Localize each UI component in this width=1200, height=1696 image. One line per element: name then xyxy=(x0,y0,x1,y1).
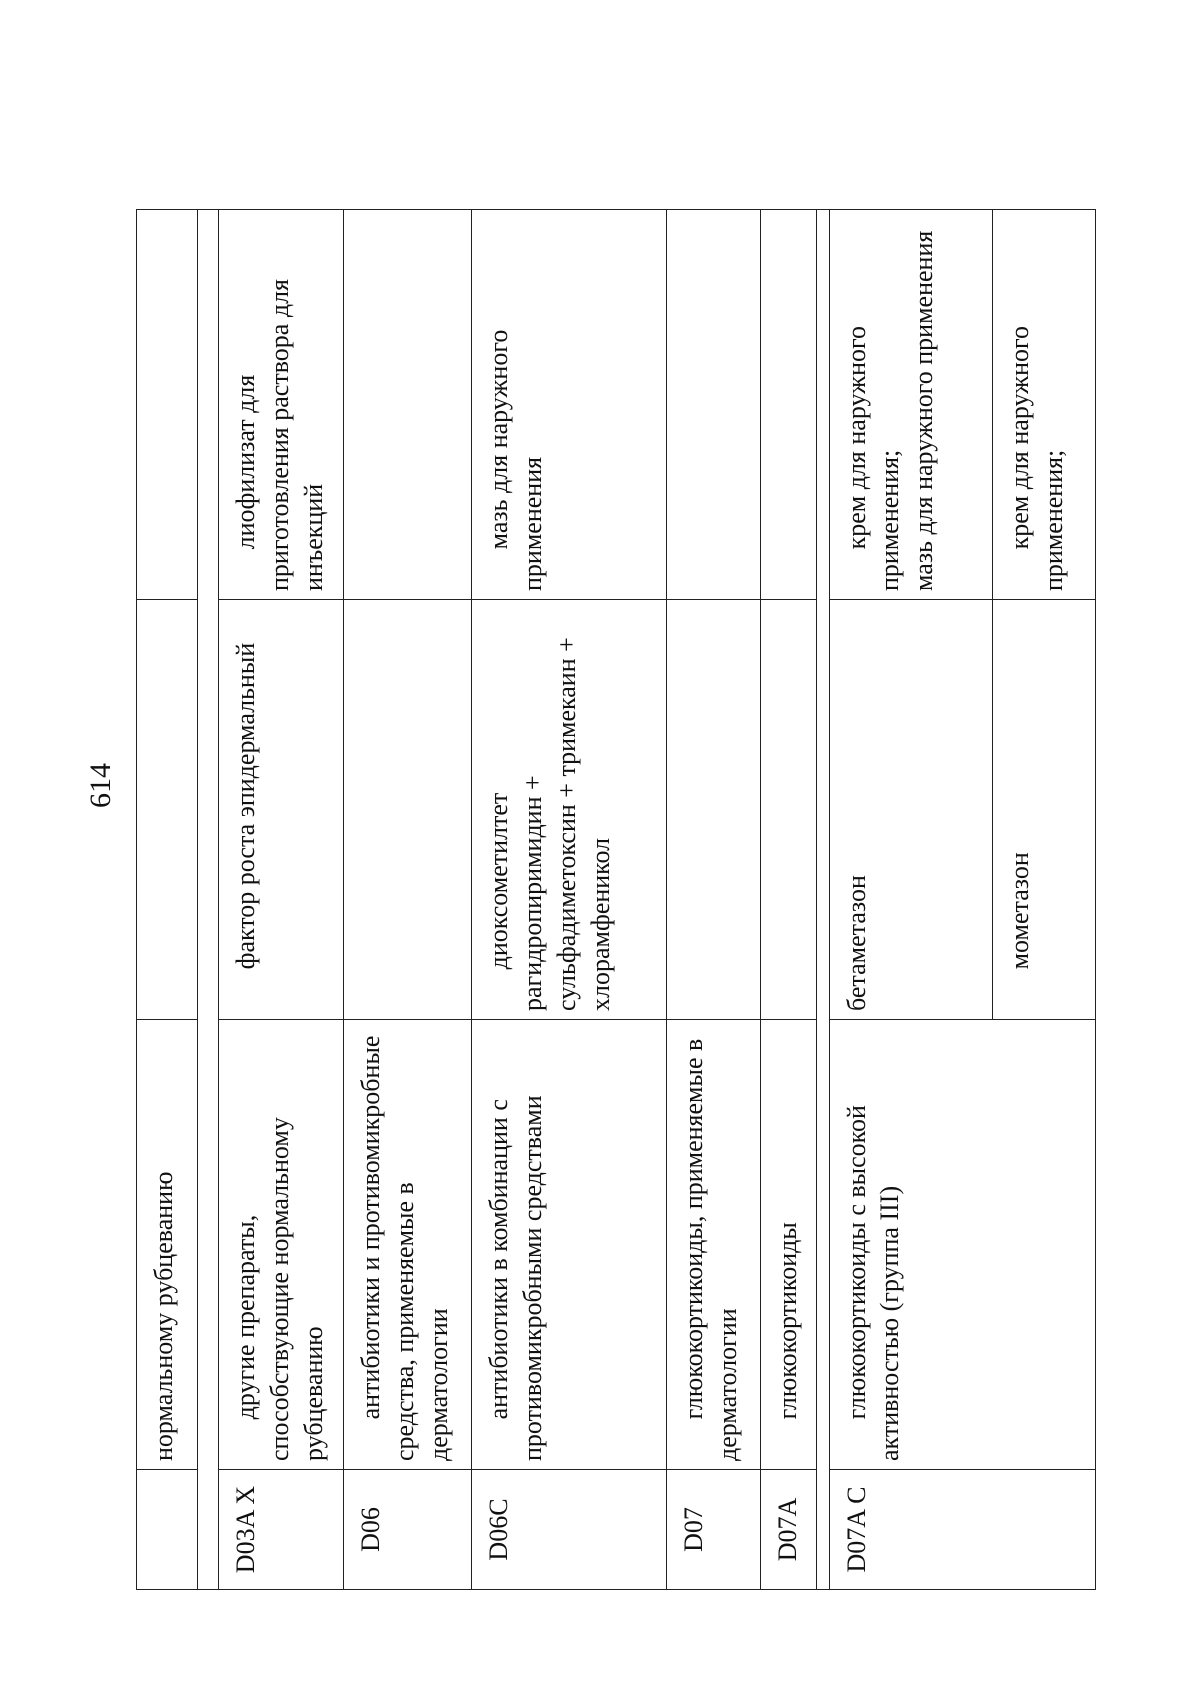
atc-code-cell: D06 xyxy=(344,1470,472,1590)
dosage-form-cell: крем для наружного применения; xyxy=(993,210,1096,600)
medication-table xyxy=(136,209,1096,1590)
atc-code-cell: D07A C xyxy=(829,1470,1095,1590)
group-name-cell: глюкокортикоиды, применяемые в дерматологии xyxy=(666,1020,760,1470)
table-row xyxy=(829,210,993,1590)
drug-name-cell: фактор роста эпидермальный xyxy=(218,600,343,1020)
group-name-cell: нормальному рубцеванию xyxy=(137,1020,198,1470)
drug-name-cell: бетаметазон xyxy=(829,600,993,1020)
group-name-cell: антибиотики в комбинации с противомикробными средствами xyxy=(472,1020,667,1470)
table-row xyxy=(218,210,343,1590)
table-row xyxy=(137,210,198,1590)
atc-code-cell: D07A xyxy=(761,1470,817,1590)
row-gap xyxy=(817,210,829,1590)
dosage-form-cell xyxy=(137,210,198,600)
row-gap xyxy=(198,210,218,1590)
table-row xyxy=(761,210,817,1590)
table-row xyxy=(666,210,760,1590)
atc-code-cell: D07 xyxy=(666,1470,760,1590)
drug-name-cell xyxy=(761,600,817,1020)
drug-name-cell: диоксометилтет рагидропиримидин + сульфадиметоксин + тримекаин + хлорамфеникол xyxy=(472,600,667,1020)
dosage-form-cell xyxy=(761,210,817,600)
atc-code-cell xyxy=(137,1470,198,1590)
group-name-cell: глюкокортикоиды с высокой активностью (группа III) xyxy=(829,1020,1095,1470)
medication-table-rotated xyxy=(136,210,1096,1590)
drug-name-cell xyxy=(666,600,760,1020)
dosage-form-cell xyxy=(666,210,760,600)
dosage-form-cell: крем для наружного применения; мазь для наружного применения xyxy=(829,210,993,600)
page-number: 614 xyxy=(84,763,117,808)
drug-name-cell xyxy=(137,600,198,1020)
group-name-cell: глюкокортикоиды xyxy=(761,1020,817,1470)
atc-code-cell: D06C xyxy=(472,1470,667,1590)
atc-code-cell: D03A X xyxy=(218,1470,343,1590)
drug-name-cell: мометазон xyxy=(993,600,1096,1020)
group-name-cell: антибиотики и противомикробные средства, применяемые в дерматологии xyxy=(344,1020,472,1470)
group-name-cell: другие препараты, способствующие нормальному рубцеванию xyxy=(218,1020,343,1470)
table-row xyxy=(472,210,667,1590)
dosage-form-cell: мазь для наружного применения xyxy=(472,210,667,600)
dosage-form-cell xyxy=(344,210,472,600)
drug-name-cell xyxy=(344,600,472,1020)
dosage-form-cell: лиофилизат для приготовления раствора для инъекций xyxy=(218,210,343,600)
table-row xyxy=(344,210,472,1590)
